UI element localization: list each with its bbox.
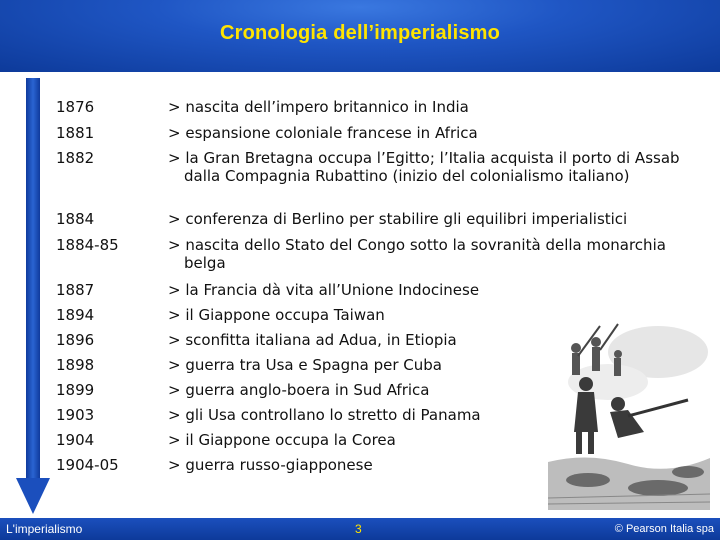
event-year: 1894: [56, 306, 95, 324]
event-description: > nascita dello Stato del Congo sotto la sovranità della monarchia belga: [168, 236, 666, 272]
page-number: 3: [355, 522, 362, 536]
event-year: 1899: [56, 381, 95, 399]
footer-bar: [0, 518, 720, 540]
event-year: 1896: [56, 331, 95, 349]
event-description: > guerra russo-giapponese: [168, 456, 373, 474]
copyright: © Pearson Italia spa: [614, 523, 714, 535]
event-year: 1903: [56, 406, 95, 424]
event-year: 1887: [56, 281, 95, 299]
event-year: 1876: [56, 98, 95, 116]
footer-chapter: L'imperialismo: [6, 522, 83, 536]
event-description: > la Gran Bretagna occupa l’Egitto; l’Italia acquista il porto di Assab dalla Compagnia Rubattino (inizio del colonialismo italiano): [168, 149, 680, 185]
event-description: > conferenza di Berlino per stabilire gli equilibri imperialistici: [168, 210, 628, 228]
event-year: 1882: [56, 149, 95, 167]
event-description: > guerra anglo-boera in Sud Africa: [168, 381, 430, 399]
event-description: > sconfitta italiana ad Adua, in Etiopia: [168, 331, 457, 349]
event-year: 1898: [56, 356, 95, 374]
event-year: 1884-85: [56, 236, 119, 254]
event-year: 1904-05: [56, 456, 119, 474]
event-description: > espansione coloniale francese in Africa: [168, 124, 478, 142]
slide-title: Cronologia dell’imperialismo: [219, 22, 501, 44]
event-year: 1884: [56, 210, 95, 228]
title-bar: [0, 0, 720, 72]
event-year: 1881: [56, 124, 95, 142]
event-year: 1904: [56, 431, 95, 449]
event-description: > nascita dell’impero britannico in India: [168, 98, 469, 116]
event-description: > la Francia dà vita all’Unione Indocinese: [168, 281, 480, 299]
event-description: > il Giappone occupa Taiwan: [168, 306, 385, 324]
timeline-arrow-icon: [16, 78, 50, 514]
event-description: > gli Usa controllano lo stretto di Panama: [168, 406, 481, 424]
event-description: > guerra tra Usa e Spagna per Cuba: [168, 356, 442, 374]
event-description: > il Giappone occupa la Corea: [168, 431, 396, 449]
battle-illustration: [548, 312, 710, 510]
